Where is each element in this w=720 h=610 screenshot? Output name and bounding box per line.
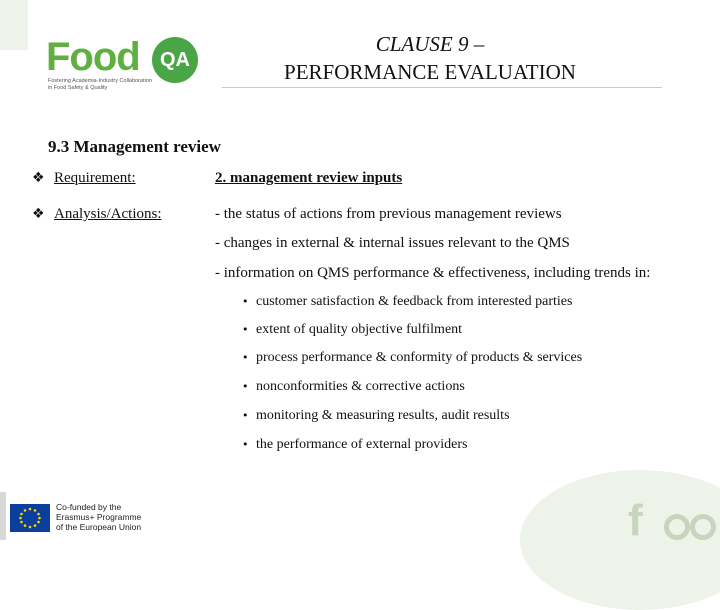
list-item xyxy=(242,379,465,395)
logo-badge: QA xyxy=(152,37,198,83)
corner-decoration-bottom xyxy=(520,470,720,610)
eu-cofunding-text xyxy=(56,502,141,532)
diamond-bullet-icon: ❖ xyxy=(32,170,45,186)
foodqa-logo xyxy=(46,34,206,94)
logo-word: Food xyxy=(46,35,140,79)
requirement-value: 2. management review inputs xyxy=(215,170,403,186)
diamond-bullet-icon: ❖ xyxy=(32,206,45,222)
list-item xyxy=(242,408,510,424)
requirement-label: Requirement: xyxy=(54,170,136,186)
bullet-dot: • xyxy=(242,409,249,422)
list-item-text: process performance & conformity of products & services xyxy=(256,350,583,365)
list-item-text: the performance of external providers xyxy=(256,437,468,452)
logo-tagline: in Food Safety & Quality xyxy=(48,85,108,91)
watermark-ring-icon xyxy=(690,514,716,540)
eu-flag-icon xyxy=(10,504,50,532)
eu-text-line: Erasmus+ Programme xyxy=(56,512,142,522)
bullet-dot: • xyxy=(242,295,249,308)
bullet-dot: • xyxy=(242,351,249,364)
list-item-text: extent of quality objective fulfilment xyxy=(256,322,463,337)
list-item xyxy=(242,322,462,338)
input-line: - information on QMS performance & effectiveness, including trends in: xyxy=(215,265,651,281)
eu-text-line: of the European Union xyxy=(56,522,142,532)
title-line-2: PERFORMANCE EVALUATION xyxy=(284,60,576,84)
watermark-ring-icon xyxy=(664,514,690,540)
list-item xyxy=(242,350,582,366)
bullet-dot: • xyxy=(242,380,249,393)
corner-decoration-top xyxy=(0,0,28,50)
header-divider xyxy=(222,87,662,88)
eu-text-line: Co-funded by the xyxy=(56,502,122,512)
slide-title xyxy=(240,30,620,86)
list-item xyxy=(242,437,467,453)
input-line: - changes in external & internal issues relevant to the QMS xyxy=(215,235,570,251)
bullet-dot: • xyxy=(242,438,249,451)
list-item-text: monitoring & measuring results, audit results xyxy=(256,408,510,423)
list-item-text: nonconformities & corrective actions xyxy=(256,379,465,394)
logo-tagline: Fostering Academia-Industry Collaboration xyxy=(48,78,152,84)
analysis-label: Analysis/Actions: xyxy=(54,206,162,222)
watermark-f-icon: f xyxy=(628,496,643,545)
bullet-dot: • xyxy=(242,323,249,336)
title-line-1: CLAUSE 9 – xyxy=(375,32,485,56)
section-title: 9.3 Management review xyxy=(48,137,221,156)
footer-accent xyxy=(0,492,6,540)
list-item xyxy=(242,294,572,310)
list-item-text: customer satisfaction & feedback from interested parties xyxy=(256,294,573,309)
input-line: - the status of actions from previous management reviews xyxy=(215,206,562,222)
